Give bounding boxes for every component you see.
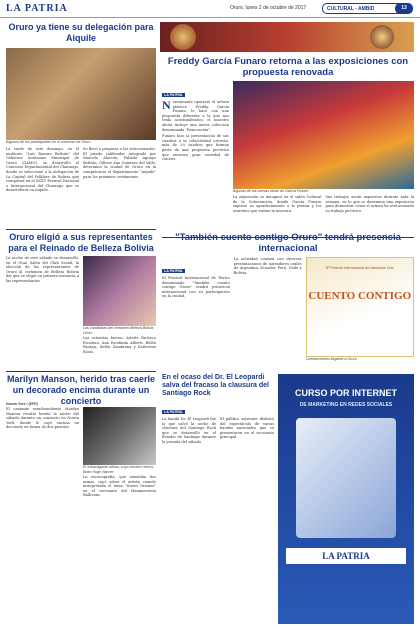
right-story1-photo-caption: Algunas de las nuevas obras de García Funaro [232,189,309,193]
right-story3-body [162,417,274,630]
promo-headline: CURSO POR INTERNET [294,388,397,398]
right-story3-headline: En el ocaso del Dr. El Leopardi salva del fracaso la clausura del Santiago Rock [162,374,270,397]
story2-col2: Las señoritas fueron: Arlette Pacheco Escalera, Ana Estefanía Alberti, Belén Pantoja, Belén Zambrana y Katherine Rossi. [83,336,156,354]
festival-flyer [306,257,414,357]
story2-headline: Oruro eligió a sus representantes para el Reinado de Belleza Bolivia [8,232,154,253]
story3-photo-caption: El extravagante artista, cuyo nombre real es Brian Hugh Warner [83,465,154,474]
right-story1-photo [233,81,414,189]
right-story2-col1: El Festival Internacional de Teatro denominado "También cuento contigo Oruro" tendrá presencia internacional con su participación en la ciudad. [162,276,230,299]
right-story1-body [162,81,414,231]
story2-headline-box [6,232,156,256]
flyer-subtitle: 8º Festival Internacional de Narración Oral [325,266,394,270]
divider [6,371,156,372]
divider [6,229,156,230]
dropcap: N [162,98,171,112]
story2-photo [83,256,156,326]
newspaper-logo: LA PATRIA [6,3,68,14]
right-story1-col4: Sus trabajos serán expuestos durante toda la semana, en lo que se denomina una exposición para demostrar cómo el artista ha evolucionado su trabajo pictórico. [325,195,414,213]
promo-advert[interactable] [278,374,414,624]
story1-photo-caption: Algunos de los participantes en el concurso de Oruro [6,140,91,144]
promo-cta[interactable]: LA PATRIA [286,548,406,564]
flyer-title: CUENTO CONTIGO [308,290,412,302]
story3-col2: La escenografía, que simulaba dos armas, cayó sobre el artista cuando interpretaba el tema "Sweet Dreams" en el escenario del Hammerstein Ballroom. [83,475,156,498]
right-story3-col2: El público asistente disfrutó del espectáculo de varias bandas nacionales que se presentaron en el escenario principal. [220,417,274,440]
story3-col1: El cantante estadounidense Marilyn Manson resultó herido la noche del sábado durante un concierto en Nueva York, donde le cayó encima un decorado en forma de dos pistolas. [6,407,79,430]
right-story3-col1: La banda Dr. El Leopardi fue la que salvó la noche de clausura del Santiago Rock que se desarrolló en el Estadio de Santiago durante la jornada del sábado. [162,417,216,444]
banner-decoration [370,25,394,49]
right-story3 [162,374,274,630]
story3-headline: Marilyn Manson, herido tras caerle un decorado encima durante un concierto [6,374,156,406]
story2-photo-caption: Las candidatas del certamen Belleza Bolivia Oruro [83,326,154,335]
story1-col1: La tarde de este domingo, en el auditorio "Luis Ramiro Beltrán" del Gobierno Autónomo Municipal de Oruro (GAMO), se desarrolló el Concurso Departamental del Charango, donde se seleccionó a la delegación de La Capital del Folklore de Bolivia que competirá en el XXXV Festival Nacional e Internacional del Charango que se desarrollará en Aiquile. [6,147,79,193]
page-number: 13 [395,3,413,14]
left-column [6,22,156,557]
right-story2-tag: LA PATRIA [164,269,183,273]
right-story2-body [162,257,414,377]
story3-body [6,407,156,557]
right-story1-col2: Funaro hizo la presentación de sus cuadros a la colectividad orureña, más de 20 cuadros que forman parte de una propuesta pictórica que encierra gran variedad de colores. [162,134,229,162]
section-banner [160,22,414,52]
right-story1-col3: La exposición se inauguró en el salón Cultural de la Gobernación, donde García Funaro expresó su agradecimiento a la prensa y los orureños que visitan la muestra. [232,195,322,213]
story1-headline: Oruro ya tiene su delegación para Aiquile [8,22,154,43]
story1-photo [6,48,156,140]
right-story2-headline: "También cuento contigo Oruro" tendrá presencia internacional [175,232,401,254]
promo-image [296,418,396,538]
right-story3-tag: LA PATRIA [164,410,183,414]
banner-decoration [170,24,196,50]
section-banner-title: Arte y Cultura [200,8,266,20]
flyer-caption: Cuentacuentos llegarán a Oruro [305,357,357,361]
right-story1 [162,56,414,238]
right-story2-col2: La actividad contará con diversas presentaciones de narradores orales de Argentina, Ecuador, Perú, Chile y Bolivia. [233,257,302,275]
right-story2 [162,232,414,377]
story1-col2: Se llevó a preparar a los seleccionados. El jurado calificador integrado por Marcelo Alarcón, Fabiola Aguayo Beltrán, Gilbert Ana Quintero del Valle, determinó la ciudad de Oruro en la competencia el departamento "Aiquile" para los próximos certámenes. [83,147,156,179]
promo-subheadline: DE MARKETING EN REDES SOCIALES [299,402,393,408]
story2-col1: La noche de este sábado se desarrolló, en el Gran Salón del Club Social, la elección de las representantes de Oruro al certamen de Belleza Bolivia del que se eligió en primera instancia a las representantes. [6,256,79,283]
right-story1-tag: LA PATRIA [164,93,183,97]
section-tab: CULTURAL - AMBID [322,3,408,14]
story2-body [6,256,156,368]
right-story1-col1: uevamente apareció el artista plástico Freddy García Funaro, le hace con una propuesta diferente a la que nos tenía acostumbrados, el maestro ahora incluye una nueva colección denominada "Renovación". [162,100,229,132]
right-story1-headline: Freddy García Funaro retorna a las exposiciones con propuesta renovada [167,56,409,78]
story1-body [6,147,156,225]
story3-byline: Nueva York / (EFE) [6,402,38,406]
dateline: Oruro, lunes 2 de octubre de 2017 [230,5,307,11]
story1-headline-box [6,22,156,46]
story3-photo [83,407,156,465]
